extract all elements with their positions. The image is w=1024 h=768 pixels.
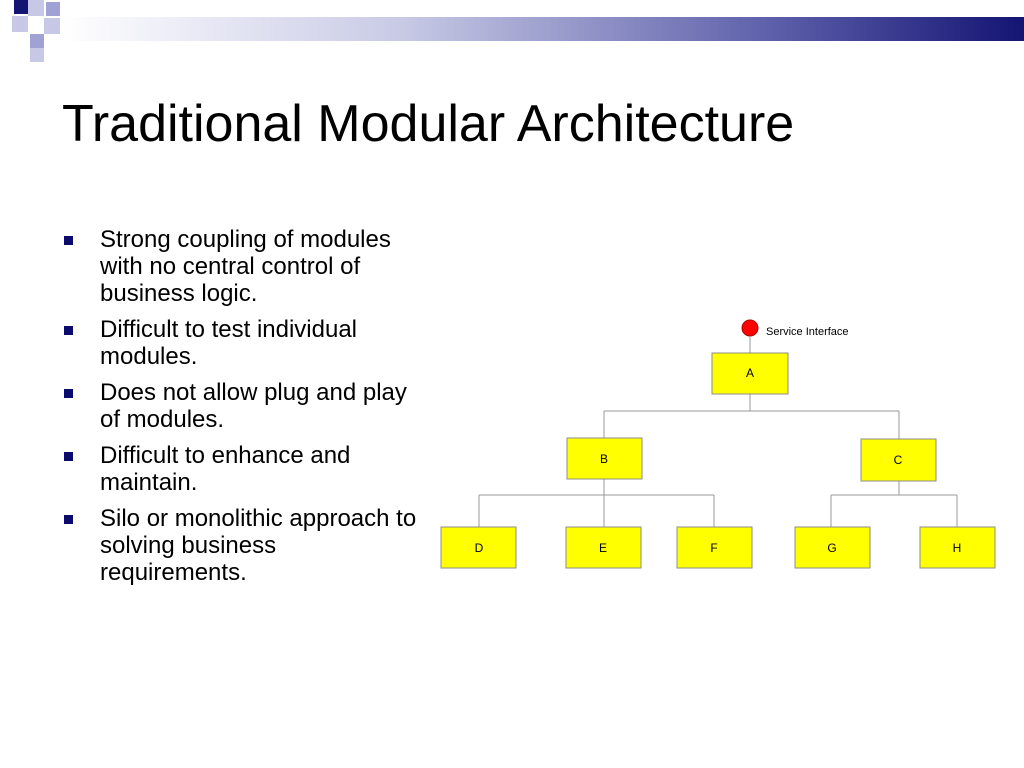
module-label-e: E <box>598 541 608 555</box>
bullet-text: Difficult to test individual modules. <box>100 316 358 370</box>
bullet-text: Silo or monolithic approach to solving business requirements. <box>100 505 417 586</box>
module-label-c: C <box>893 453 903 467</box>
module-label-f: F <box>710 541 718 555</box>
bullet-text: Difficult to enhance and maintain. <box>100 442 351 496</box>
module-label-b: B <box>599 452 609 466</box>
bullet-text: Strong coupling of modules with no central control of business logic. <box>100 226 391 307</box>
module-label-d: D <box>474 541 484 555</box>
slide-title: Traditional Modular Architecture <box>62 95 795 153</box>
module-label-a: A <box>745 366 755 380</box>
service-interface-label: Service Interface <box>766 326 849 338</box>
module-label-g: G <box>827 541 837 555</box>
service-interface-dot <box>742 320 758 336</box>
bullet-text: Does not allow plug and play of modules. <box>100 379 407 433</box>
module-label-h: H <box>952 541 962 555</box>
